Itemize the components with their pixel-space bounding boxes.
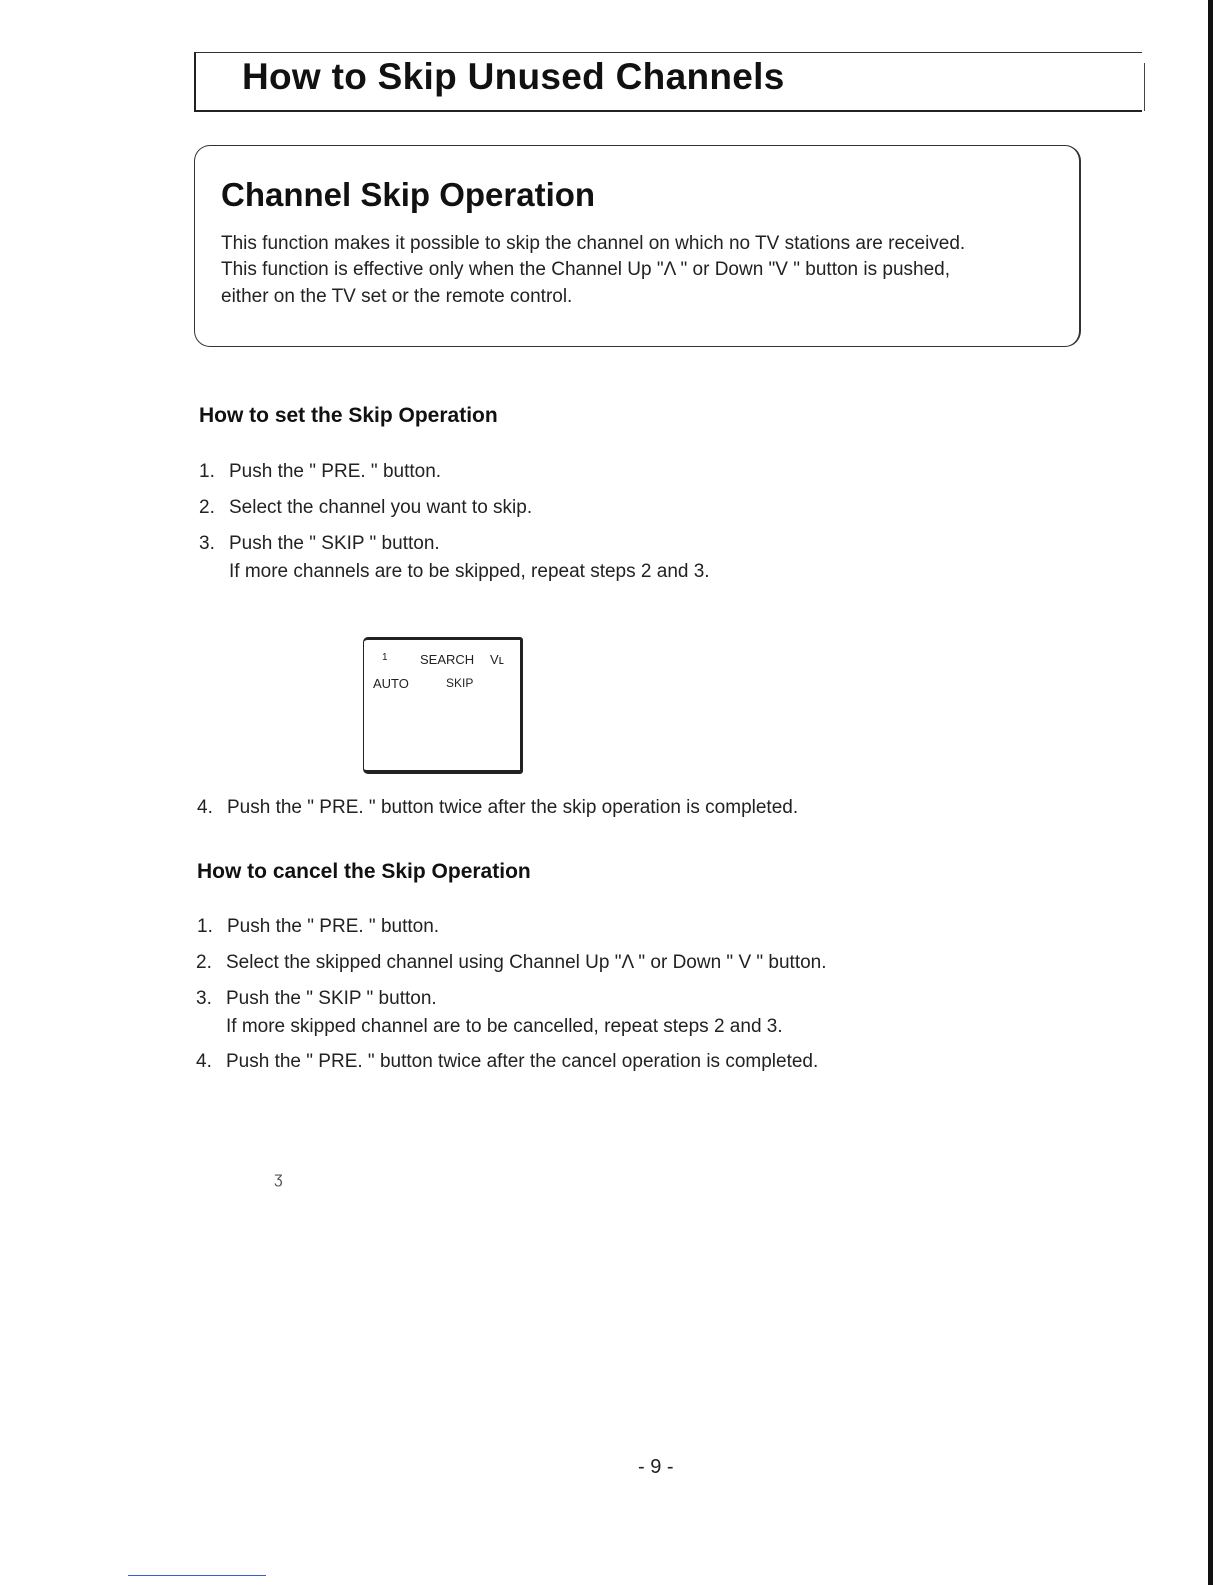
set-step-4 <box>197 797 798 819</box>
osd-channel: 1 <box>382 652 388 663</box>
osd-auto: AUTO <box>373 676 409 691</box>
set-step-2 <box>199 497 532 519</box>
cancel-skip-heading: How to cancel the Skip Operation <box>197 860 531 883</box>
step-number: 2. <box>199 497 215 518</box>
step-number: 3. <box>196 988 212 1009</box>
intro-line: This function makes it possible to skip the channel on which no TV stations are received. <box>221 233 966 254</box>
cancel-step-3-note: If more skipped channel are to be cancelled, repeat steps 2 and 3. <box>226 1016 783 1037</box>
page-number: - 9 - <box>638 1456 674 1478</box>
step-number: 1. <box>199 461 215 482</box>
page-title: How to Skip Unused Channels <box>242 56 785 97</box>
scan-bottom-line <box>128 1575 266 1576</box>
intro-heading: Channel Skip Operation <box>221 176 596 213</box>
step-number: 1. <box>197 916 213 937</box>
step-number: 4. <box>196 1051 212 1072</box>
step-text: Push the " PRE. " button twice after the cancel operation is completed. <box>226 1051 819 1072</box>
step-text: Push the " PRE. " button twice after the skip operation is completed. <box>227 797 799 818</box>
cancel-step-4 <box>196 1051 818 1073</box>
step-text: Push the " SKIP " button. <box>229 533 440 554</box>
cancel-step-2 <box>196 952 827 974</box>
step-number: 3. <box>199 533 215 554</box>
scan-right-edge <box>1208 0 1213 1585</box>
tv-screen-diagram <box>363 637 523 774</box>
set-step-3 <box>199 533 440 555</box>
stray-mark: ʒ <box>274 1170 283 1187</box>
intro-line: either on the TV set or the remote control. <box>221 286 573 307</box>
intro-box <box>194 145 1081 347</box>
step-text: Select the channel you want to skip. <box>229 497 533 518</box>
set-skip-heading: How to set the Skip Operation <box>199 404 498 427</box>
step-text: Push the " SKIP " button. <box>226 988 437 1009</box>
set-step-1 <box>199 461 441 483</box>
intro-line: This function is effective only when the Channel Up "Λ " or Down "V " button is pushed, <box>221 259 950 280</box>
step-text: Push the " PRE. " button. <box>229 461 442 482</box>
page-title-box <box>194 52 1142 112</box>
step-text: Select the skipped channel using Channel Up "Λ " or Down " V " button. <box>226 952 827 973</box>
step-number: 2. <box>196 952 212 973</box>
step-number: 4. <box>197 797 213 818</box>
cancel-step-1 <box>197 916 439 938</box>
osd-search: SEARCH <box>420 652 475 667</box>
osd-skip: SKIP <box>446 676 474 690</box>
step-text: Push the " PRE. " button. <box>227 916 440 937</box>
set-step-3-note: If more channels are to be skipped, repeat steps 2 and 3. <box>229 561 710 582</box>
osd-vl: Vʟ <box>490 652 504 667</box>
cancel-step-3 <box>196 988 437 1010</box>
